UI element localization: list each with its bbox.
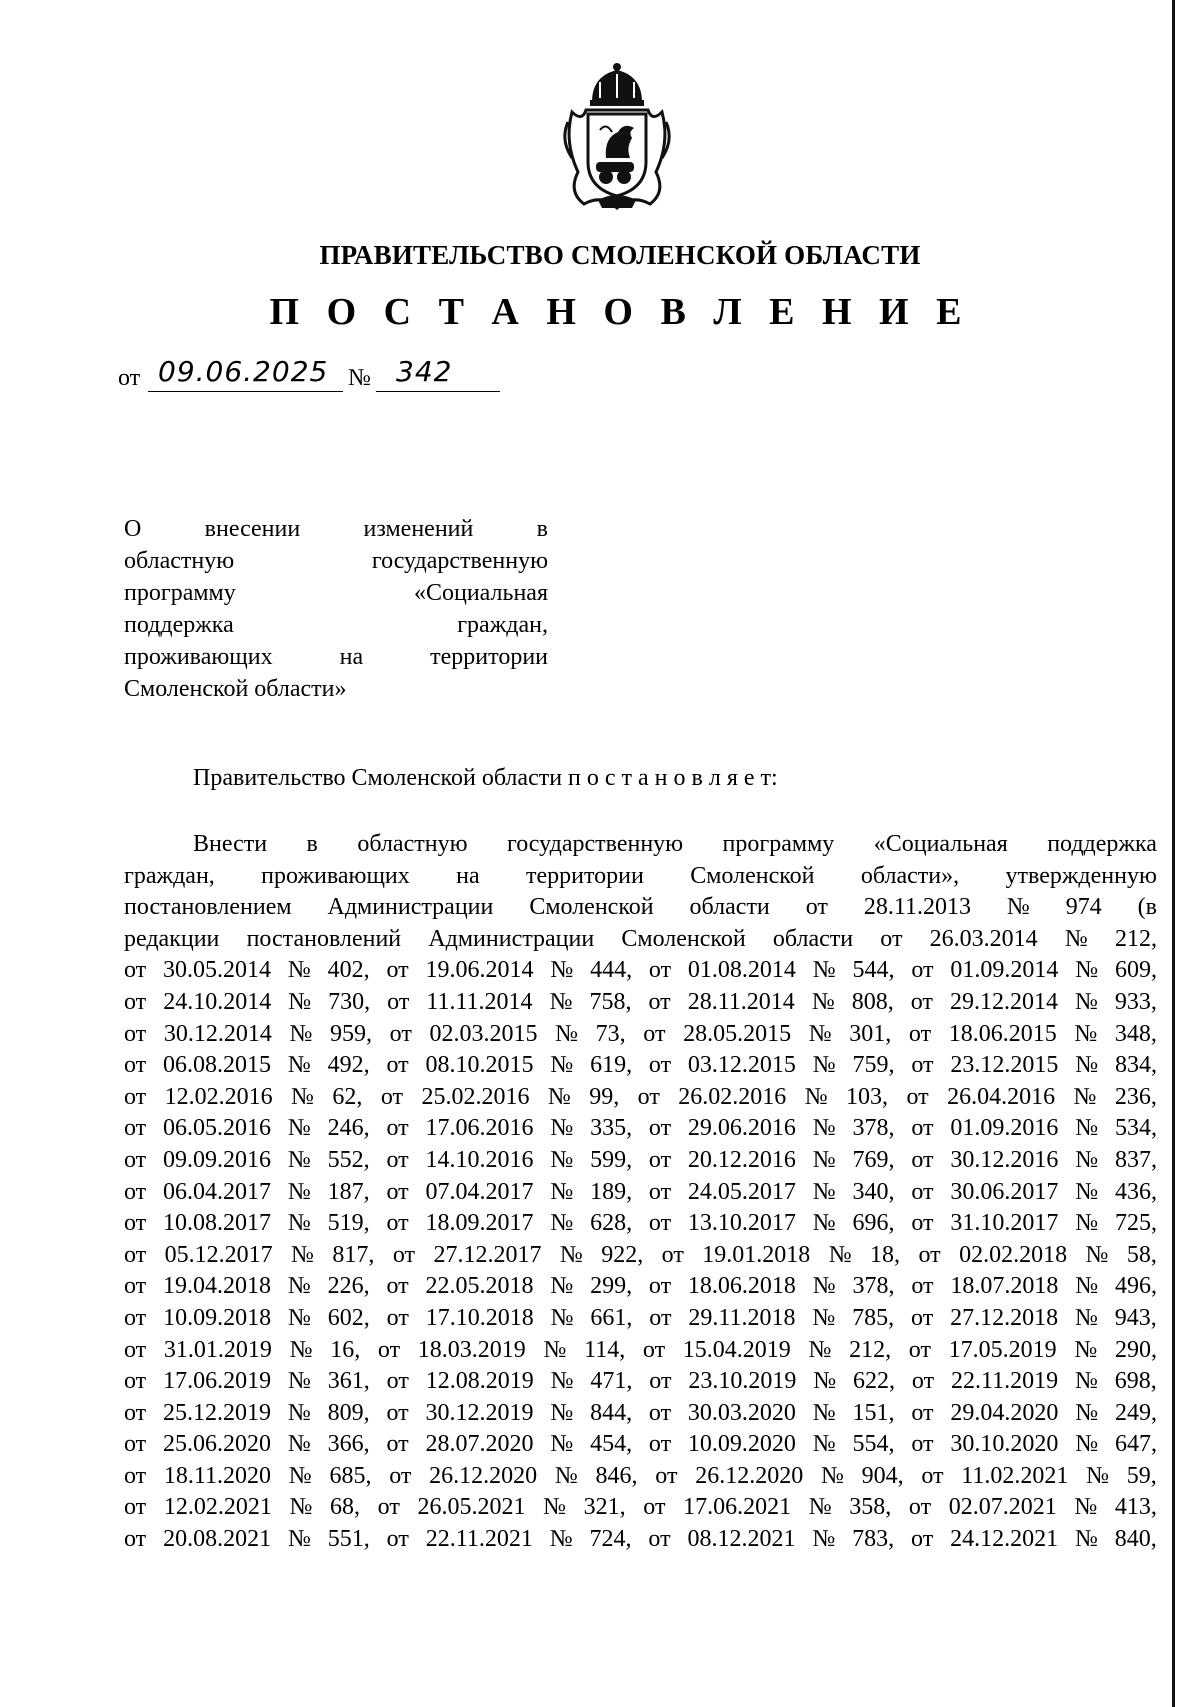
body-line: от 30.12.2014 № 959, от 02.03.2015 № 73, от 28.05.2015 № 301, от 18.06.2015 № 348, [124,1020,1157,1047]
subject-word: поддержка [124,612,234,638]
subject-word: изменений [363,516,474,542]
number-underline [376,391,500,392]
subject-word: программу [124,580,236,606]
document-date: 09.06.2025 [158,355,329,388]
subject-word: граждан, [457,612,548,638]
subject-word: территории [430,644,548,670]
subject-block [124,513,548,705]
body-line: от 12.02.2021 № 68, от 26.05.2021 № 321, от 17.06.2021 № 358, от 02.07.2021 № 413, [124,1494,1157,1521]
body-line: от 10.08.2017 № 519, от 18.09.2017 № 628, от 13.10.2017 № 696, от 31.10.2017 № 725, [124,1210,1157,1237]
body-line: от 20.08.2021 № 551, от 22.11.2021 № 724, от 08.12.2021 № 783, от 24.12.2021 № 840, [124,1526,1157,1553]
body-line: от 17.06.2019 № 361, от 12.08.2019 № 471, от 23.10.2019 № 622, от 22.11.2019 № 698, [124,1368,1157,1395]
body-line: от 10.09.2018 № 602, от 17.10.2018 № 661, от 29.11.2018 № 785, от 27.12.2018 № 943, [124,1304,1157,1331]
body-line: от 12.02.2016 № 62, от 25.02.2016 № 99, от 26.02.2016 № 103, от 26.04.2016 № 236, [124,1083,1157,1110]
subject-word: внесении [204,516,301,542]
body-line: от 09.09.2016 № 552, от 14.10.2016 № 599, от 20.12.2016 № 769, от 30.12.2016 № 837, [124,1146,1157,1173]
subject-word: областную [124,548,235,574]
subject-line [124,673,548,705]
body-line: редакции постановлений Администрации Смоленской области от 26.03.2014 № 212, [124,925,1157,952]
body-text [124,829,1157,1556]
subject-word: «Социальная [413,580,548,606]
document-type-title: П О С Т А Н О В Л Е Н И Е [269,291,971,333]
body-line: от 06.08.2015 № 492, от 08.10.2015 № 619, от 03.12.2015 № 759, от 23.12.2015 № 834, [124,1052,1157,1079]
body-line: постановлением Администрации Смоленской области от 28.11.2013 № 974 (в [124,894,1157,921]
body-line: от 06.04.2017 № 187, от 07.04.2017 № 189, от 24.05.2017 № 340, от 30.06.2017 № 436, [124,1178,1157,1205]
subject-word: проживающих [124,644,273,670]
body-line: от 30.05.2014 № 402, от 19.06.2014 № 444, от 01.08.2014 № 544, от 01.09.2014 № 609, [124,957,1157,984]
date-underline [148,391,343,392]
subject-line [124,609,548,641]
coat-of-arms-icon [562,62,672,212]
subject-line [124,641,548,673]
body-line: от 24.10.2014 № 730, от 11.11.2014 № 758, от 28.11.2014 № 808, от 29.12.2014 № 933, [124,988,1157,1015]
document-reference [118,355,538,395]
document-number: 342 [396,355,453,388]
number-prefix: № [348,365,371,391]
body-line: от 19.04.2018 № 226, от 22.05.2018 № 299, от 18.06.2018 № 378, от 18.07.2018 № 496, [124,1273,1157,1300]
subject-line [124,545,548,577]
body-line: от 25.12.2019 № 809, от 30.12.2019 № 844, от 30.03.2020 № 151, от 29.04.2020 № 249, [124,1399,1157,1426]
date-prefix: от [118,365,141,391]
subject-word: в [536,516,548,542]
body-line: Внести в областную государственную программу «Социальная поддержка [193,831,1157,857]
subject-line [124,577,548,609]
subject-word: О [124,516,142,542]
body-line: от 25.06.2020 № 366, от 28.07.2020 № 454, от 10.09.2020 № 554, от 30.10.2020 № 647, [124,1431,1157,1458]
subject-word: государственную [371,548,548,574]
preamble: Правительство Смоленской области п о с т а н о в л я е т: [193,765,778,791]
body-line: от 06.05.2016 № 246, от 17.06.2016 № 335, от 29.06.2016 № 378, от 01.09.2016 № 534, [124,1115,1157,1142]
body-line: граждан, проживающих на территории Смоленской области», утвержденную [124,862,1157,889]
body-line: от 31.01.2019 № 16, от 18.03.2019 № 114, от 15.04.2019 № 212, от 17.05.2019 № 290, [124,1336,1157,1363]
body-line: от 18.11.2020 № 685, от 26.12.2020 № 846, от 26.12.2020 № 904, от 11.02.2021 № 59, [124,1462,1157,1489]
organization-title: ПРАВИТЕЛЬСТВО СМОЛЕНСКОЙ ОБЛАСТИ [319,240,921,270]
subject-word: Смоленской области» [124,676,347,702]
subject-word: на [339,644,364,670]
subject-line [124,513,548,545]
body-line: от 05.12.2017 № 817, от 27.12.2017 № 922, от 19.01.2018 № 18, от 02.02.2018 № 58, [124,1241,1157,1268]
